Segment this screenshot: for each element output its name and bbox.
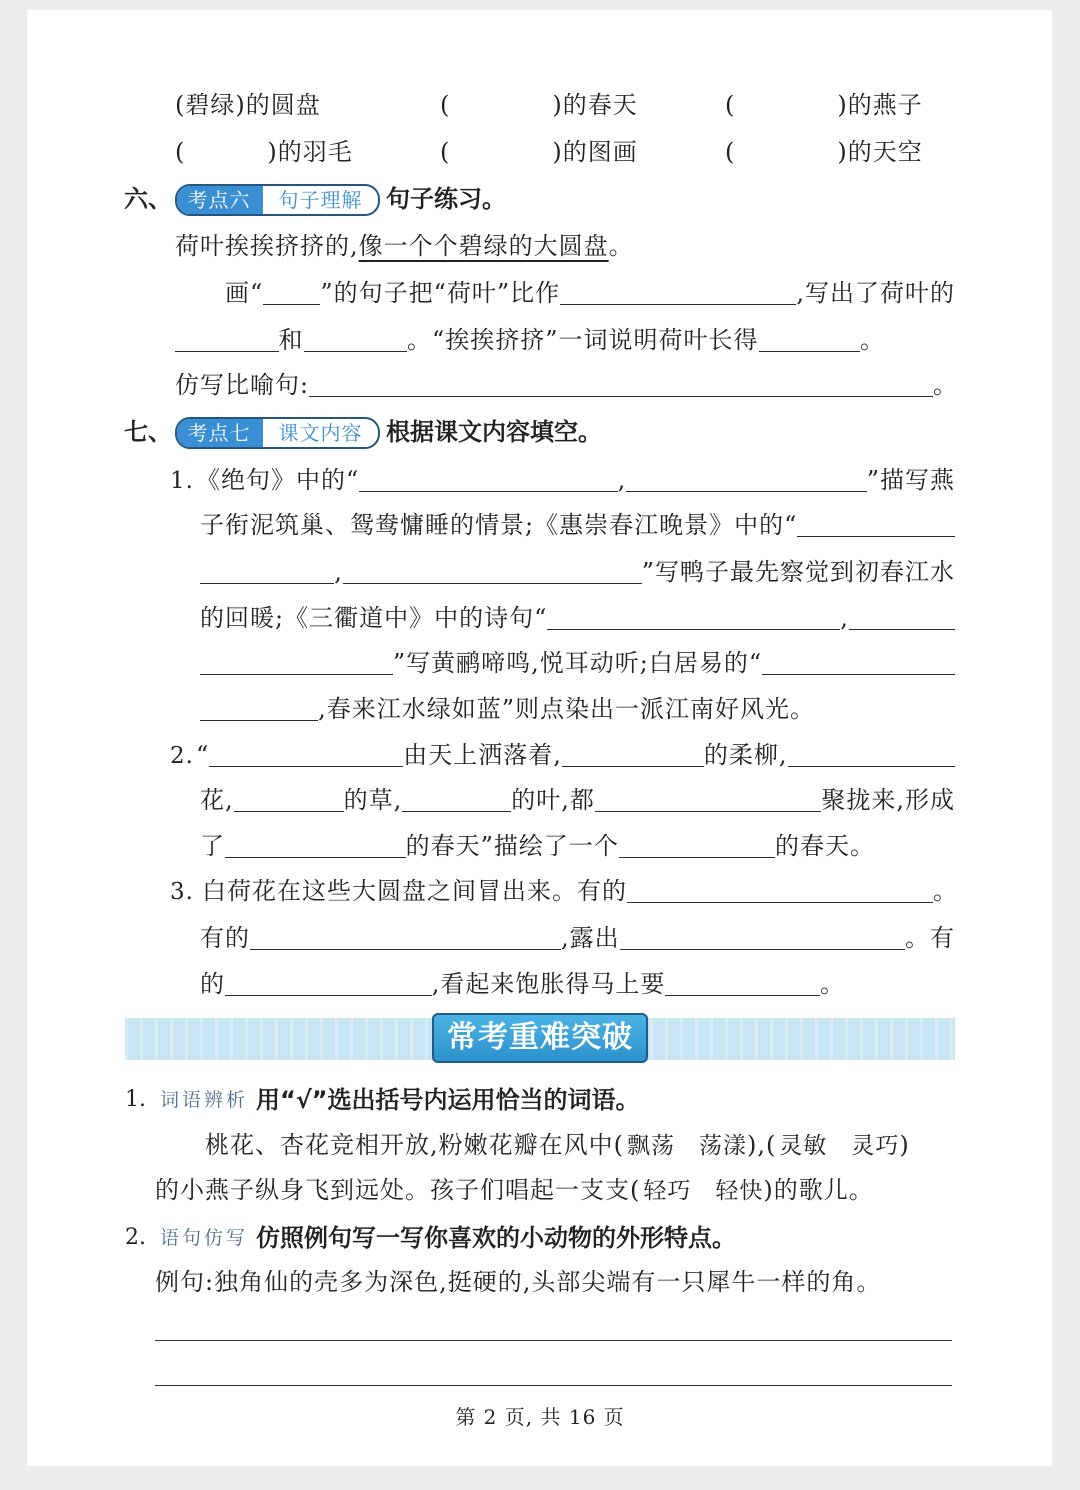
word-fill-text: )的图画: [552, 138, 638, 166]
question-text: 和: [278, 326, 304, 354]
question-text: 。: [859, 326, 885, 354]
question-line: [200, 509, 955, 541]
word-choice: 灵敏: [779, 1133, 828, 1159]
answer-blank: [627, 902, 933, 903]
answer-space: [450, 159, 552, 160]
word-choice: 轻巧: [643, 1178, 692, 1204]
exercise-line: [205, 1129, 910, 1161]
answer-blank: [619, 857, 775, 858]
banner-title: 常考重难突破: [432, 1013, 648, 1063]
answer-blank: [762, 674, 955, 675]
question-text: 的春天。: [775, 832, 875, 860]
word-choice: 轻快: [715, 1178, 764, 1204]
badge-topic: 课文内容: [261, 419, 378, 447]
answer-blank: [759, 351, 860, 352]
answer-blank: [175, 351, 279, 352]
question-instruction: 仿照例句写一写你喜欢的小动物的外形特点。: [256, 1224, 736, 1252]
question-line: [200, 602, 955, 634]
question-line: [175, 324, 885, 356]
example-text: 例句:独角仙的壳多为深色,挺硬的,头部尖端有一只犀牛一样的角。: [155, 1268, 882, 1296]
question-text: 。: [933, 877, 958, 905]
question-text: ”描写燕: [866, 466, 955, 494]
answer-blank: [343, 583, 642, 584]
question-line: [170, 739, 955, 771]
page-footer: 第 2 页, 共 16 页: [455, 1405, 625, 1429]
answer-blank: [665, 995, 820, 996]
question-text: ”写黄鹂啼鸣,悦耳动听;白居易的“: [392, 649, 763, 677]
answer-blank: [234, 811, 344, 812]
answer-blank: [225, 995, 432, 996]
word-fill-text: )的羽毛: [267, 138, 353, 166]
question-text: “: [195, 741, 210, 769]
word-fill-item: [440, 89, 638, 121]
word-choice: 飘荡: [627, 1133, 675, 1159]
word-fill-text: )的圆盘: [235, 91, 321, 119]
word-fill-item: [175, 136, 353, 168]
answer-line: [155, 1340, 952, 1341]
question-text: 画“: [225, 279, 264, 307]
question-text: 的叶,都: [511, 786, 595, 814]
question-text: ,写出了荷叶的: [796, 279, 955, 307]
badge-topic: 句子理解: [261, 186, 378, 214]
question-number: 1.: [170, 468, 194, 494]
answer-blank: [209, 766, 403, 767]
answer-blank: [359, 491, 617, 492]
word-fill-item: [440, 136, 638, 168]
question-text: 。: [933, 371, 958, 399]
example-sentence: [175, 230, 634, 262]
question-number: 2.: [170, 743, 194, 769]
question-text: 。: [820, 970, 845, 998]
answer-space: [185, 159, 267, 160]
badge-tag: 考点七: [177, 419, 261, 447]
question-number: 1.: [125, 1087, 146, 1112]
answer-blank: [200, 720, 318, 721]
question-text: 有的: [200, 924, 250, 952]
question-line: [200, 693, 815, 725]
question-text: 《绝句》中的“: [195, 466, 360, 494]
question-text: 由天上洒落着,: [403, 741, 562, 769]
question-text: ,露出: [561, 924, 620, 952]
answer-blank: [560, 304, 796, 305]
answer-blank: [788, 766, 955, 767]
section-number: 七、: [124, 418, 172, 446]
question-line: [200, 556, 955, 588]
open-paren: (: [440, 91, 451, 119]
question-label: 仿写比喻句:: [175, 371, 310, 399]
question-text: 白荷花在这些大圆盘之间冒出来。有的: [201, 877, 627, 905]
question-text: 的回暖;《三衢道中》中的诗句“: [200, 604, 548, 632]
sentence-text: 。: [608, 232, 634, 260]
topic-badge: [175, 417, 380, 449]
answer-blank: [626, 491, 866, 492]
question-line: [170, 875, 958, 907]
question-text: ,: [334, 558, 343, 586]
topic-badge: [175, 184, 380, 216]
question-line: [200, 968, 845, 1000]
answer-blank: [402, 811, 511, 812]
example-sentence: [155, 1266, 881, 1298]
exercise-text: 的小燕子纵身飞到远处。孩子们唱起一支支(: [155, 1176, 641, 1204]
question-text: 的柔柳,: [703, 741, 788, 769]
exercise-text: ),(: [747, 1131, 777, 1159]
exercise-text: 桃花、杏花竞相开放,粉嫩花瓣在风中(: [205, 1131, 624, 1159]
question-text: 。“挨挨挤挤”一词说明荷叶长得: [407, 326, 759, 354]
exercise-line: [155, 1174, 874, 1206]
open-paren: (: [725, 138, 736, 166]
question-number: 2.: [125, 1225, 146, 1250]
question-line: [200, 784, 955, 816]
underlined-phrase: 像一个个碧绿的大圆盘: [358, 232, 609, 260]
word-fill-text: )的燕子: [837, 91, 923, 119]
answer-blank: [263, 304, 320, 305]
question-line: [200, 830, 875, 862]
answer-space: [450, 112, 552, 113]
sentence-text: 荷叶挨挨挤挤的,: [175, 232, 359, 260]
answer-blank: [250, 949, 561, 950]
answer-blank: [547, 629, 840, 630]
word-fill-text: )的春天: [552, 91, 638, 119]
section-title: 句子练习。: [386, 185, 506, 213]
answer-line: [155, 1385, 952, 1386]
question-text: ,: [840, 604, 849, 632]
open-paren: (: [725, 91, 736, 119]
filled-answer: 碧绿: [185, 91, 236, 119]
answer-blank: [562, 766, 704, 767]
word-fill-item: [725, 89, 923, 121]
question-text: 。有: [905, 924, 955, 952]
question-text: 聚拢来,形成: [821, 786, 956, 814]
question-line: [170, 464, 955, 496]
question-text: 花,: [200, 786, 234, 814]
question-type-tag: 词语辨析: [160, 1089, 249, 1111]
open-paren: (: [175, 138, 186, 166]
answer-blank: [309, 396, 933, 397]
answer-blank: [200, 674, 393, 675]
question-text: ,: [617, 466, 627, 494]
exercise-text: )的歌儿。: [763, 1176, 874, 1204]
section-number: 六、: [124, 185, 172, 213]
question-text: ”的句子把“荷叶”比作: [320, 279, 561, 307]
answer-blank: [595, 811, 822, 812]
answer-space: [735, 159, 837, 160]
answer-space: [735, 112, 837, 113]
answer-blank: [200, 583, 334, 584]
question-instruction: 用“√”选出括号内运用恰当的词语。: [256, 1086, 640, 1114]
question-text: ,春来江水绿如蓝”则点染出一派江南好风光。: [318, 695, 815, 723]
exercise-text: ): [899, 1131, 910, 1159]
question-number: 3.: [170, 879, 194, 905]
word-choice: 灵巧: [851, 1133, 900, 1159]
open-paren: (: [440, 138, 451, 166]
answer-blank: [225, 857, 406, 858]
answer-blank: [797, 536, 955, 537]
answer-blank: [620, 949, 905, 950]
badge-tag: 考点六: [177, 186, 261, 214]
question-text: 了: [200, 832, 225, 860]
question-text: 的春天”描绘了一个: [405, 832, 619, 860]
question-text: ,看起来饱胀得马上要: [431, 970, 666, 998]
open-paren: (: [175, 91, 186, 119]
question-line: [225, 277, 955, 309]
question-text: 子衔泥筑巢、鸳鸯慵睡的情景;《惠崇春江晚景》中的“: [200, 511, 798, 539]
question-type-tag: 语句仿写: [160, 1227, 249, 1249]
word-fill-text: )的天空: [837, 138, 923, 166]
question-line: [200, 922, 955, 954]
word-choice: 荡漾: [699, 1133, 747, 1159]
question-text: 的草,: [343, 786, 403, 814]
word-fill-item: [175, 89, 321, 121]
question-text: ”写鸭子最先察觉到初春江水: [641, 558, 955, 586]
section-title: 根据课文内容填空。: [386, 418, 602, 446]
word-fill-item: [725, 136, 923, 168]
question-line: [200, 647, 955, 679]
answer-blank: [849, 629, 955, 630]
question-line: [175, 369, 958, 401]
answer-blank: [304, 351, 408, 352]
question-text: 的: [200, 970, 225, 998]
